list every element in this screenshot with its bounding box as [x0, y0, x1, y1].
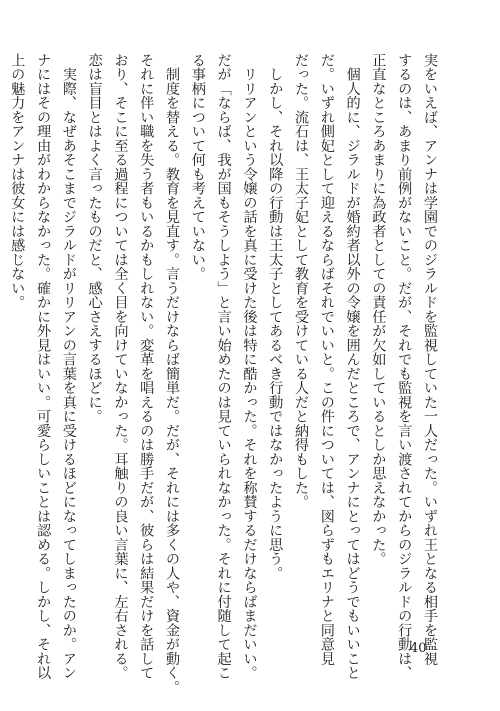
text-line: それに伴い職を失う者もいるかもしれない。変革を唱えるのは勝手だが、彼らは結果だけを話して — [138, 53, 155, 680]
text-line: だった。流石は、王太子妃として教育を受けている人だと納得もした。 — [293, 53, 310, 509]
text-line: る事柄について何も考えていない。 — [189, 53, 206, 281]
text-line: しかし、それ以降の行動は王太子としてあるべき行動ではなかったように思う。 — [267, 53, 284, 581]
page-number: 40 — [410, 641, 427, 656]
text-line: 実をいえば、アンナは学園でのジラルドを監視していた一人だった。いずれ王となる相手を監視 — [422, 53, 438, 666]
text-line: おり、そこに至る過程については全く目を向けていなかった。耳触りの良い言葉に、左右される。 — [112, 53, 129, 680]
text-line: だが「ならば、我が国もそうしよう」と言い始めたのは見ていられなかった。それに付随して起こ — [215, 53, 232, 680]
text-line: ナにはその理由がわからなかった。確かに外見はいい。可愛らしいことは認める。しかし、それ以 — [35, 53, 52, 680]
text-line: 個人的に、ジラルドが婚約者以外の令嬢を囲んだところで、アンナにとってはどうでもいいこと — [344, 53, 361, 680]
text-line: 実際、なぜあそこまでジラルドがリリアンの言葉を真に受けるほどになってしまったのか。アン — [60, 53, 77, 680]
text-line: だ。いずれ側妃として迎えるならばそれでいいと。この件については、図らずもエリナと同意見 — [318, 53, 335, 666]
text-line: 恋は盲目とはよく言ったものだと、感心さえするほどに。 — [86, 53, 103, 424]
text-line: リリアンという令嬢の話を真に受けた後は特に酷かった。それを称賛するだけならばまだいい。 — [241, 53, 258, 680]
text-line: するのは、あまり前例がないこと。だが、それでも監視を言い渡されてからのジラルドの行動は、 — [396, 53, 413, 680]
text-line: 正直なところあまりに為政者としての責任が欠如しているとしか思えなかった。 — [370, 53, 387, 566]
text-line: 制度を替える。教育を見直す。言うだけならば簡単だ。だが、それには多くの人や、資金が動く。 — [164, 53, 181, 695]
text-line: 上の魅力をアンナは彼女には感じない。 — [9, 53, 26, 310]
